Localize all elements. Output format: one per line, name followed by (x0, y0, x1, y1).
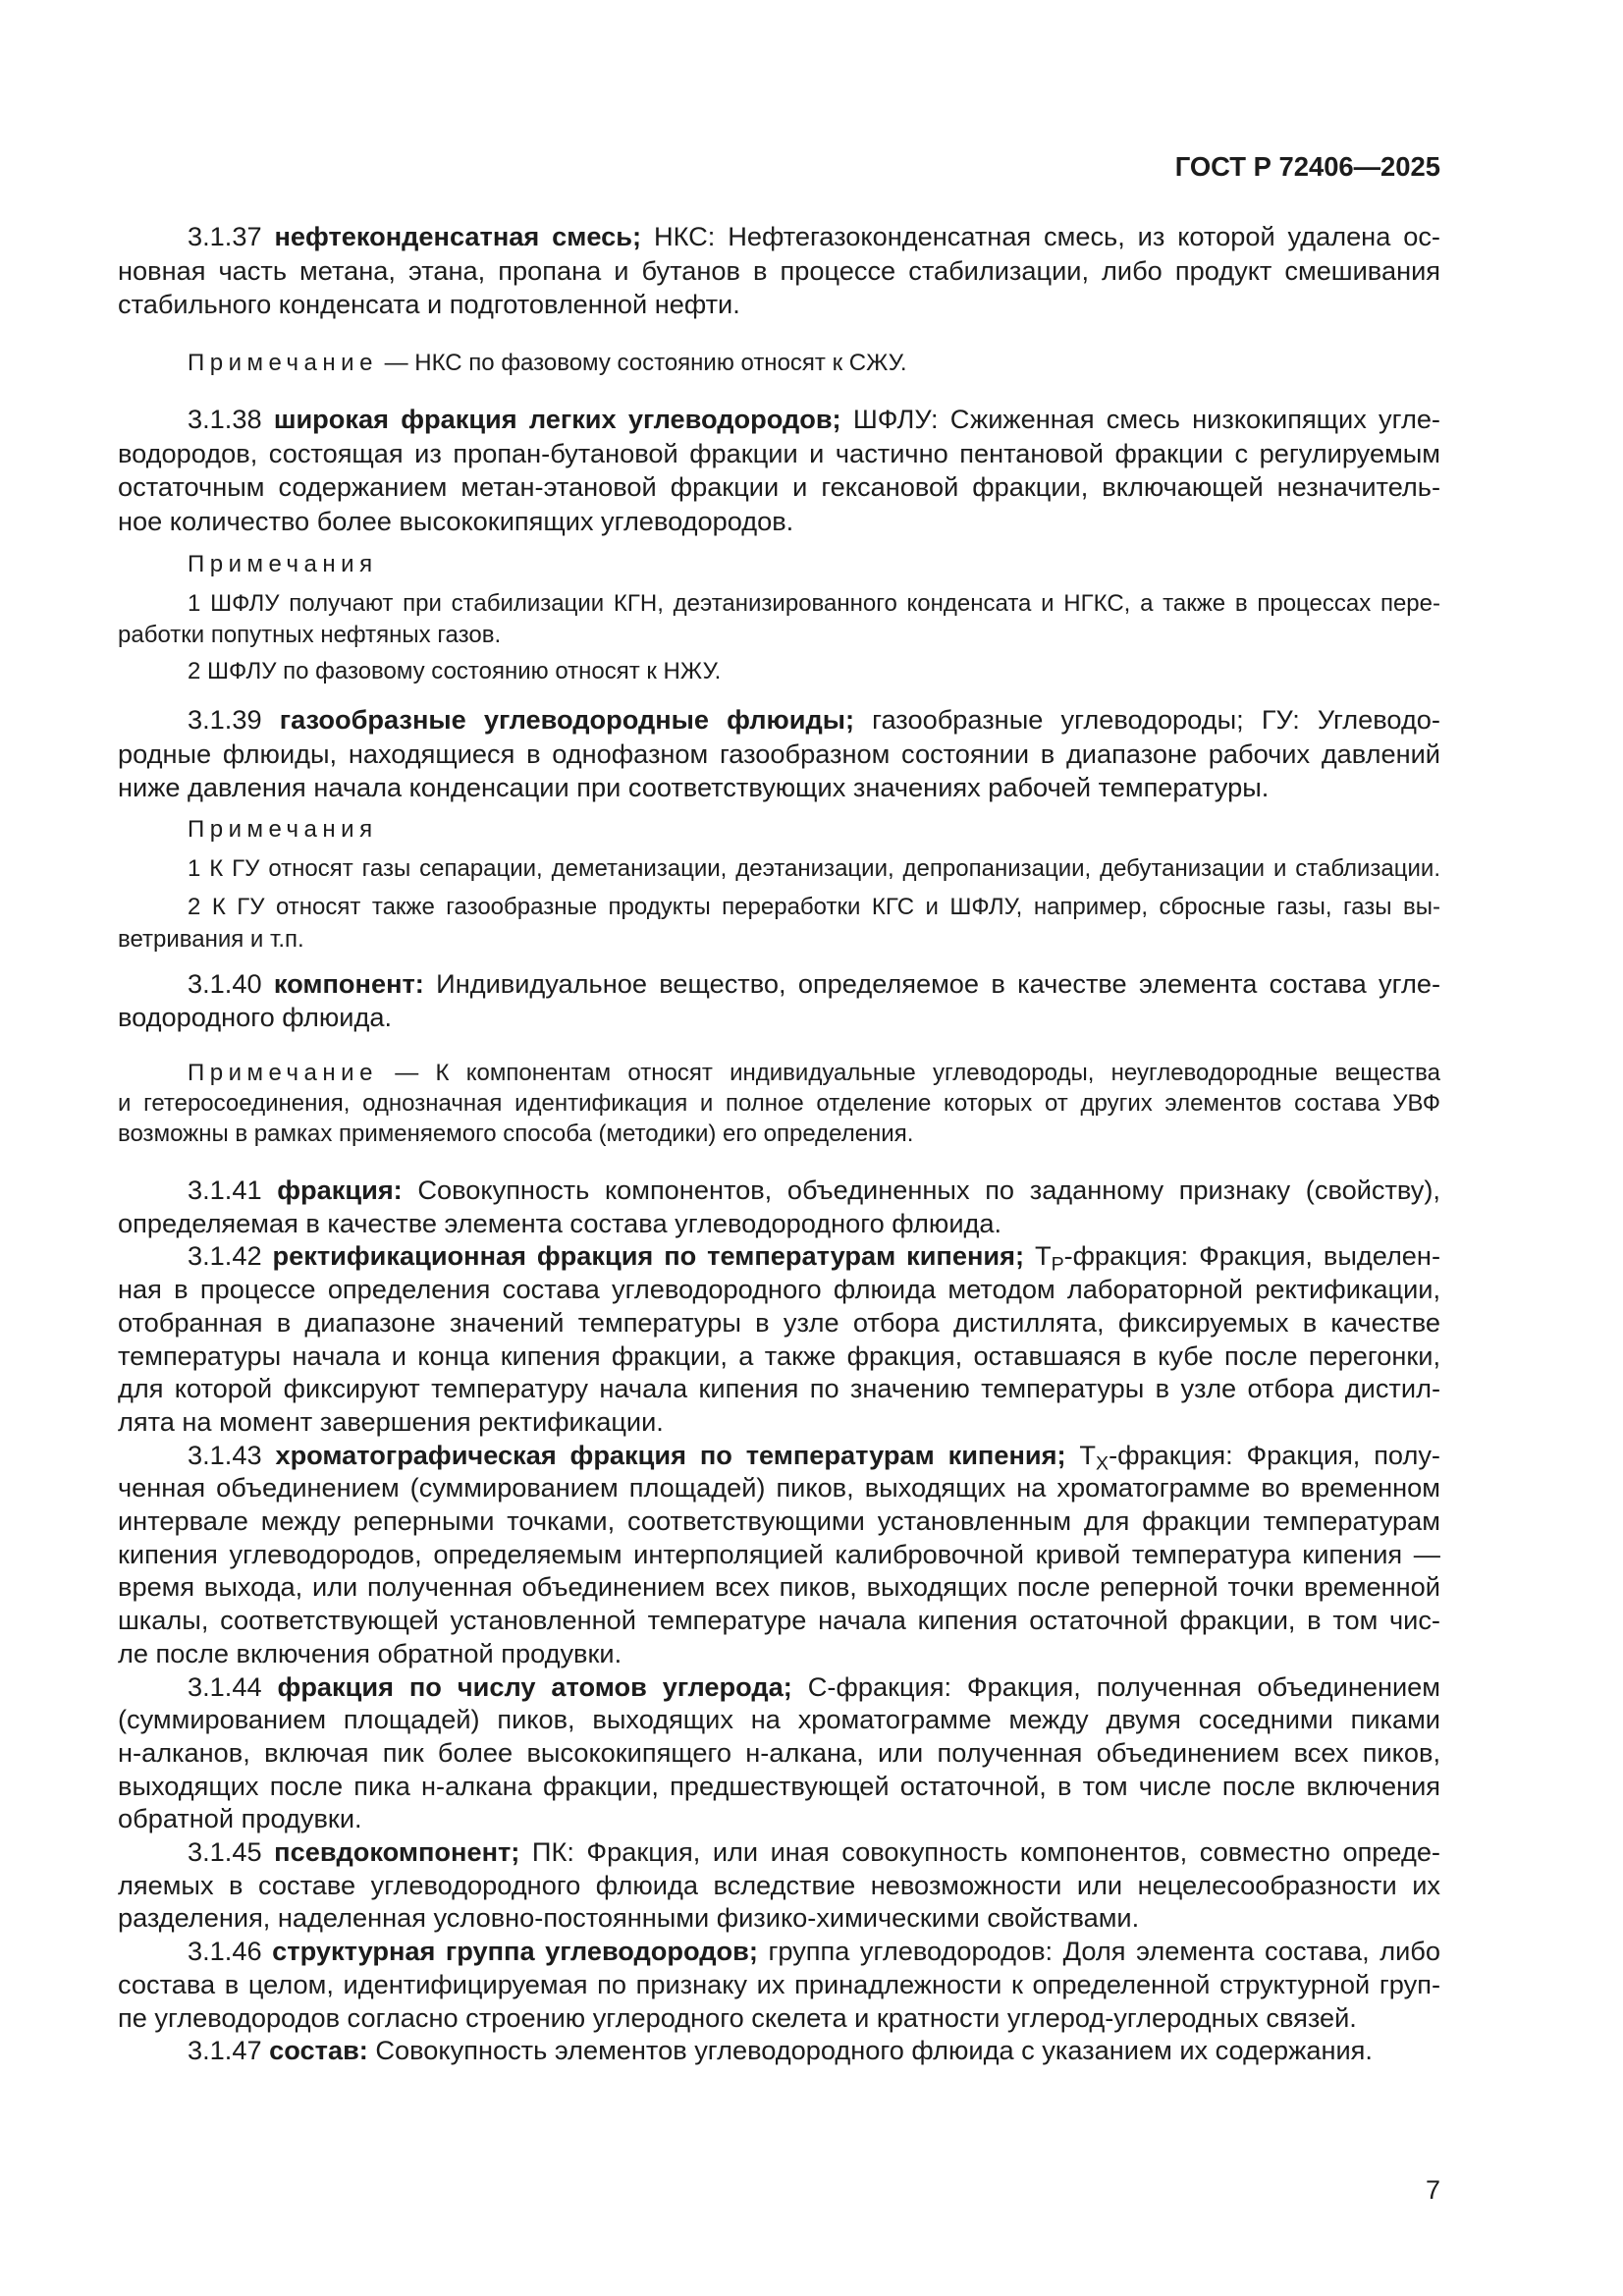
text-line: определяемая в качестве элемента состава углеводородного флюида. (118, 1207, 1002, 1238)
text-line: ляемых в составе углеводородного флюида вследствие невозможности или нецелесообразности их (118, 1869, 1440, 1900)
term-entry (118, 967, 1440, 1035)
notes-heading (118, 549, 1440, 580)
note-label: Примечания (188, 816, 378, 843)
text-line (118, 403, 1440, 437)
term-number: 3.1.38 (188, 404, 274, 434)
term-name: псевдокомпонент; (274, 1836, 520, 1867)
text-line: для которой фиксируют температуру начала кипения по значению температуры в узле отбора дистил- (118, 1373, 1440, 1404)
text-line: водородов, состоящая из пропан-бутановой фракции и частично пентановой фракции с регулируемым (118, 437, 1440, 468)
subscript: Х (1096, 1452, 1109, 1475)
text-segment: группа углеводородов: Доля элемента состава, либо (757, 1936, 1440, 1967)
text-line: состава в целом, идентифицируемая по признаку их принадлежности к определенной структурной груп- (118, 1968, 1440, 1999)
term-name: ректификационная фракция по температурам кипения; (272, 1240, 1025, 1272)
term-entry (118, 220, 1440, 322)
text-line (118, 814, 1440, 846)
document-code: ГОСТ Р 72406—2025 (1174, 151, 1440, 182)
text-segment: — К компонентам относят индивидуальные углеводороды, неуглеводородные вещества (377, 1060, 1440, 1086)
text-line: шкалы, соответствующей установленной температуре начала кипения остаточной фракции, в том чис- (118, 1605, 1440, 1636)
term-entry (118, 703, 1440, 805)
text-line: и гетеросоединения, однозначная идентификация и полное отделение которых от других элементов состава УВФ (118, 1089, 1440, 1117)
text-line: возможны в рамках применяемого способа (методики) его определения. (118, 1120, 914, 1147)
text-line: 1 ШФЛУ получают при стабилизации КГН, деэтанизированного конденсата и НГКС, а также в процессах пере- (188, 590, 1440, 617)
term-name: хроматографическая фракция по температурам кипения; (275, 1439, 1066, 1470)
text-line: ветривания и т.п. (118, 926, 304, 953)
text-segment: -фракция: Фракция, выделен- (1063, 1240, 1440, 1272)
note (118, 891, 1440, 956)
text-line (118, 967, 1440, 1002)
term-name: фракция: (277, 1175, 403, 1205)
term-entry (118, 1174, 1440, 1239)
term-name: состав: (269, 2035, 368, 2066)
text-line (118, 1935, 1440, 1968)
text-line: (суммированием площадей) пиков, выходящих на хроматограмме между двумя соседними пиками (118, 1704, 1440, 1735)
term-number: 3.1.44 (188, 1670, 278, 1702)
term-number: 3.1.39 (188, 704, 280, 735)
term-number: 3.1.45 (188, 1836, 275, 1867)
term-name: структурная группа углеводородов; (272, 1936, 758, 1967)
term-number: 3.1.42 (188, 1240, 273, 1272)
text-line: температуры начала и конца кипения фракции, а также фракция, оставшаяся в кубе после перегонки, (118, 1339, 1440, 1371)
term-entry (118, 403, 1440, 539)
text-line (118, 220, 1440, 254)
text-line: кипения углеводородов, определяемым интерполяцией калибровочной кривой температура кипения — (118, 1538, 1440, 1569)
term-entry (118, 1239, 1440, 1438)
text-line: 2 К ГУ относят также газообразные продукты переработки КГС и ШФЛУ, например, сбросные газы, газы вы- (188, 894, 1440, 920)
text-line: ниже давления начала конденсации при соответствующих значениях рабочей температуры. (118, 772, 1270, 803)
text-line: родные флюиды, находящиеся в однофазном газообразном состоянии в диапазоне рабочих давлений (118, 738, 1440, 769)
text-line: водородного флюида. (118, 1002, 393, 1033)
note (118, 348, 1440, 379)
term-name: нефтеконденсатная смесь; (274, 221, 642, 251)
note (118, 853, 1440, 885)
term-entry (118, 1935, 1440, 2034)
term-entry (118, 2034, 1440, 2067)
note-label: Примечание (188, 1060, 378, 1086)
text-line: н-алканов, включая пик более высококипящего н-алкана, или полученная объединением всех пиков, (118, 1736, 1440, 1768)
term-number: 3.1.46 (188, 1936, 273, 1967)
text-segment: С-фракция: Фракция, полученная объединением (791, 1670, 1440, 1702)
text-line: ное количество более высококипящих углеводородов. (118, 506, 794, 537)
text-segment: ПК: Фракция, или иная совокупность компонентов, совместно опреде- (519, 1836, 1440, 1867)
term-number: 3.1.43 (188, 1439, 276, 1470)
term-number: 3.1.41 (188, 1175, 278, 1205)
text-line: 2 ШФЛУ по фазовому состоянию относят к НЖУ. (188, 658, 722, 684)
text-segment: Совокупность компонентов, объединенных по заданному признаку (свойству), (402, 1175, 1440, 1205)
text-segment: -фракция: Фракция, полу- (1109, 1439, 1440, 1470)
text-line: 1 К ГУ относят газы сепарации, деметанизации, деэтанизации, депропанизации, дебутанизации и стаблизации. (188, 855, 1440, 882)
term-entry (118, 1835, 1440, 1935)
term-name: широкая фракция легких углеводородов; (273, 404, 841, 434)
text-line (118, 1174, 1440, 1207)
note-label: Примечание (188, 349, 378, 376)
note (118, 588, 1440, 651)
term-entry (118, 1439, 1440, 1670)
text-segment: Т (1065, 1439, 1096, 1470)
text-segment: Совокупность элементов углеводородного флюида с указанием их содержания. (367, 2035, 1373, 2066)
text-segment: ШФЛУ: Сжиженная смесь низкокипящих угле- (840, 404, 1440, 434)
text-line: ная в процессе определения состава углеводородного флюида методом лабораторной ректификации, (118, 1274, 1440, 1305)
term-entry (118, 1670, 1440, 1836)
term-name: фракция по числу атомов углерода; (277, 1670, 792, 1702)
text-line (118, 348, 1440, 379)
term-number: 3.1.37 (188, 221, 275, 251)
text-line: работки попутных нефтяных газов. (118, 622, 502, 648)
term-name: газообразные углеводородные флюиды; (279, 704, 855, 735)
subscript: Р (1051, 1253, 1064, 1276)
term-number: 3.1.47 (188, 2035, 270, 2066)
text-line: разделения, наделенная условно-постоянными физико-химическими свойствами. (118, 1902, 1140, 1934)
text-segment: Т (1024, 1240, 1052, 1272)
text-line: новная часть метана, этана, пропана и бутанов в процессе стабилизации, либо продукт смешивания (118, 254, 1440, 286)
text-line: ченная объединением (суммированием площадей) пиков, выходящих на хроматограмме во временном (118, 1472, 1440, 1503)
term-number: 3.1.40 (188, 967, 274, 999)
text-segment: НКС: Нефтегазоконденсатная смесь, из которой удалена ос- (641, 221, 1440, 251)
text-line: пе углеводородов согласно строению углеродного скелета и кратности углерод-углеродных связей. (118, 2001, 1357, 2033)
text-line: интервале между реперными точками, соответствующими установленным для фракции температурам (118, 1505, 1440, 1536)
note (118, 656, 1440, 687)
text-line (118, 1059, 1440, 1089)
text-line: стабильного конденсата и подготовленной нефти. (118, 289, 740, 320)
text-line: отобранная в диапазоне значений температуры в узле отбора дистиллята, фиксируемых в качестве (118, 1306, 1440, 1338)
text-line: обратной продувки. (118, 1803, 362, 1834)
note-label: Примечания (188, 551, 378, 577)
text-segment: газообразные углеводороды; ГУ: Углеводо- (854, 704, 1440, 735)
text-line: остаточным содержанием метан-этановой фракции и гексановой фракции, включающей незначитель- (118, 471, 1440, 503)
text-line (118, 1239, 1440, 1276)
text-line: ле после включения обратной продувки. (118, 1637, 622, 1668)
notes-heading (118, 814, 1440, 846)
text-line: лята на момент завершения ректификации. (118, 1405, 664, 1437)
text-segment: — НКС по фазовому состоянию относят к СЖУ. (377, 349, 907, 376)
text-segment: Индивидуальное вещество, определяемое в качестве элемента состава угле- (423, 967, 1440, 999)
term-name: компонент: (273, 967, 424, 999)
page-number: 7 (1425, 2175, 1440, 2205)
text-line (118, 2034, 1440, 2067)
text-line (118, 1439, 1440, 1475)
text-line (118, 703, 1440, 738)
text-line: выходящих после пика н-алкана фракции, предшествующей остаточной, в том числе после включения (118, 1770, 1440, 1801)
text-line: время выхода, или полученная объединением всех пиков, выходящих после реперной точки временной (118, 1571, 1440, 1603)
text-line (118, 1835, 1440, 1869)
note (118, 1059, 1440, 1149)
text-line (118, 549, 1440, 580)
text-line (118, 1670, 1440, 1704)
